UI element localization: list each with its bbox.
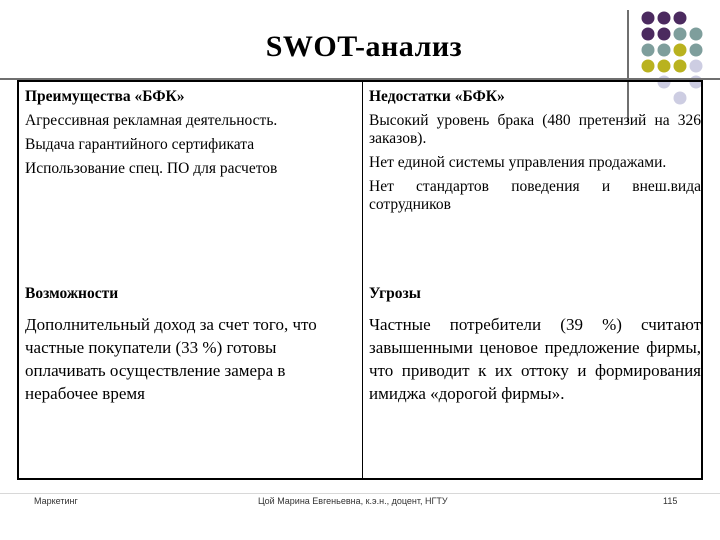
- decorative-dot: [642, 60, 655, 73]
- decorative-dot: [674, 28, 687, 41]
- footer-author: Цой Марина Евгеньевна, к.э.н., доцент, НГТУ: [258, 496, 448, 506]
- decorative-dot: [658, 12, 671, 25]
- decorative-dot: [658, 44, 671, 57]
- strengths-item: Агрессивная рекламная деятельность.: [25, 112, 278, 129]
- strengths-list: [25, 112, 357, 178]
- decorative-dot: [658, 60, 671, 73]
- decorative-dot: [674, 12, 687, 25]
- decorative-dot: [690, 28, 703, 41]
- weaknesses-item: Нет стандартов поведения и внеш.вида сотрудников: [369, 178, 701, 213]
- column-divider: [362, 82, 363, 478]
- decorative-dot: [642, 28, 655, 41]
- swot-table: [17, 80, 703, 480]
- footer-page-number: 115: [663, 496, 678, 506]
- decorative-dot: [690, 44, 703, 57]
- strengths-quadrant: [25, 88, 357, 184]
- strengths-heading: Преимущества «БФК»: [25, 88, 185, 105]
- opportunities-quadrant: [25, 285, 357, 405]
- slide-footer: [0, 496, 720, 516]
- decorative-dot: [674, 44, 687, 57]
- decorative-dot: [642, 12, 655, 25]
- weaknesses-list: [369, 112, 701, 214]
- weaknesses-item: Нет единой системы управления продажами.: [369, 154, 667, 171]
- weaknesses-item: Высокий уровень брака (480 претензий на 326 заказов).: [369, 112, 701, 147]
- threats-text: Частные потребители (39 %) считают завышенными ценовое предложение фирмы, что приводит к их оттоку и формирования имиджа «дорогой фирмы».: [369, 315, 701, 403]
- footer-course: Маркетинг: [34, 496, 78, 506]
- slide-title: SWOT-анализ: [265, 30, 463, 63]
- footer-rule: [0, 493, 720, 494]
- decorative-dot: [674, 60, 687, 73]
- opportunities-text: Дополнительный доход за счет того, что частные покупатели (33 %) готовы оплачивать осуществление замера в нерабочее время: [25, 315, 317, 403]
- strengths-item: Использование спец. ПО для расчетов: [25, 160, 278, 177]
- decorative-dot: [658, 28, 671, 41]
- weaknesses-heading: Недостатки «БФК»: [369, 88, 505, 105]
- weaknesses-quadrant: [369, 88, 701, 220]
- threats-quadrant: [369, 285, 701, 405]
- threats-heading: Угрозы: [369, 285, 421, 302]
- opportunities-heading: Возможности: [25, 285, 119, 302]
- decorative-dot: [690, 60, 703, 73]
- strengths-item: Выдача гарантийного сертификата: [25, 136, 255, 153]
- decorative-dot: [642, 44, 655, 57]
